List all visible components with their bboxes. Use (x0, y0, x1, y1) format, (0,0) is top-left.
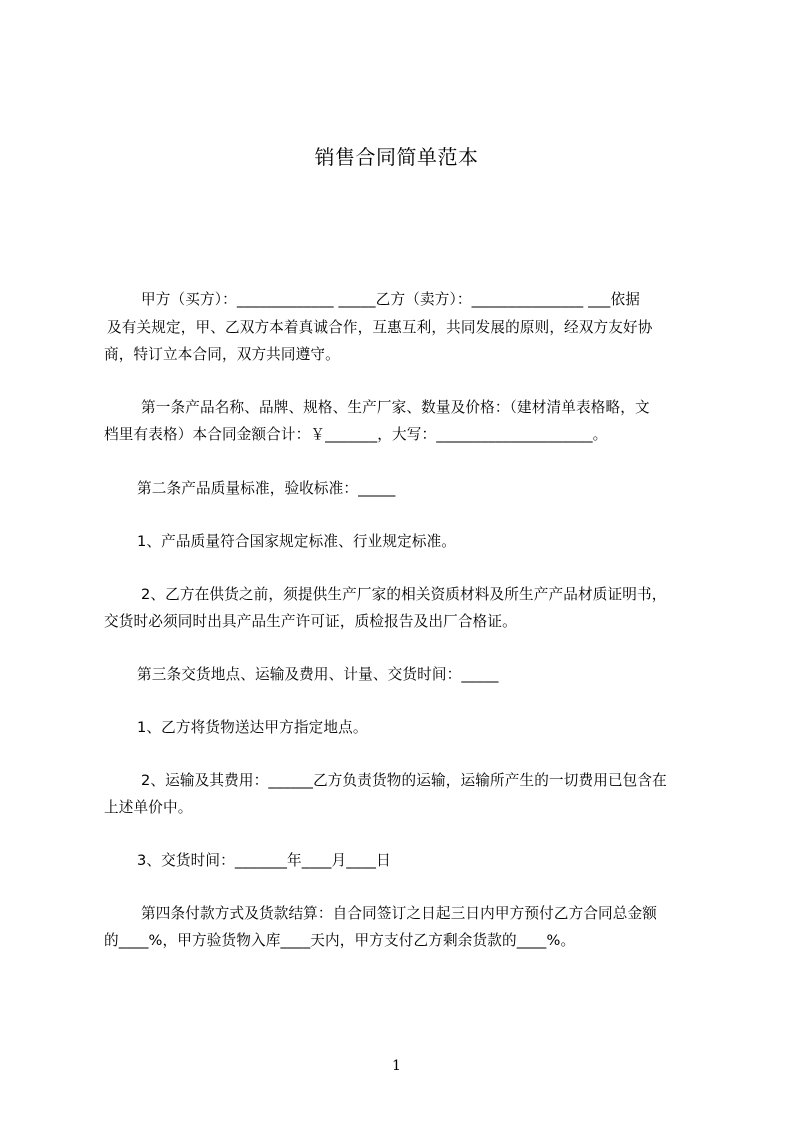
article-3-heading: 第三条交货地点、运输及费用、计量、交货时间：_____ (137, 666, 499, 683)
article-3-item-2-line-2: 上述单价中。 (104, 799, 193, 816)
document-title: 销售合同简单范本 (314, 145, 479, 169)
article-1-line-1: 第一条产品名称、品牌、规格、生产厂家、数量及价格：（建材清单表格略，文 (141, 399, 650, 416)
article-4-line-2: 的____%，甲方验货物入库____天内，甲方支付乙方剩余货款的____%。 (104, 932, 576, 949)
article-1-line-2: 档里有表格）本合同金额合计：￥_______，大写：_____________________。 (104, 426, 608, 443)
article-3-item-1: 1、乙方将货物送达甲方指定地点。 (137, 719, 368, 736)
article-2-item-1: 1、产品质量符合国家规定标准、行业规定标准。 (137, 533, 457, 550)
article-3-item-3: 3、交货时间：_______年____月____日 (137, 852, 391, 869)
article-2-item-2-line-1: 2、乙方在供货之前，须提供生产厂家的相关资质材料及所生产产品材质证明书， (141, 586, 667, 603)
article-4-line-1: 第四条付款方式及货款结算：自合同签订之日起三日内甲方预付乙方合同总金额 (141, 905, 658, 922)
paragraph-parties-line-3: 商，特订立本合同，双方共同遵守。 (104, 346, 340, 363)
paragraph-parties-line-1: 甲方（买方）：_____________ _____乙方（卖方）：_______________ ___依据 (141, 291, 640, 308)
article-2-heading: 第二条产品质量标准，验收标准：_____ (137, 480, 396, 497)
article-2-item-2-line-2: 交货时必须同时出具产品生产许可证，质检报告及出厂合格证。 (104, 613, 517, 630)
article-3-item-2-line-1: 2、运输及其费用：______乙方负责货物的运输，运输所产生的一切费用已包含在 (141, 772, 667, 789)
page-number: 1 (392, 1058, 401, 1074)
paragraph-parties-line-2: 及有关规定，甲、乙双方本着真诚合作，互惠互利，共同发展的原则，经双方友好协 (107, 319, 653, 336)
